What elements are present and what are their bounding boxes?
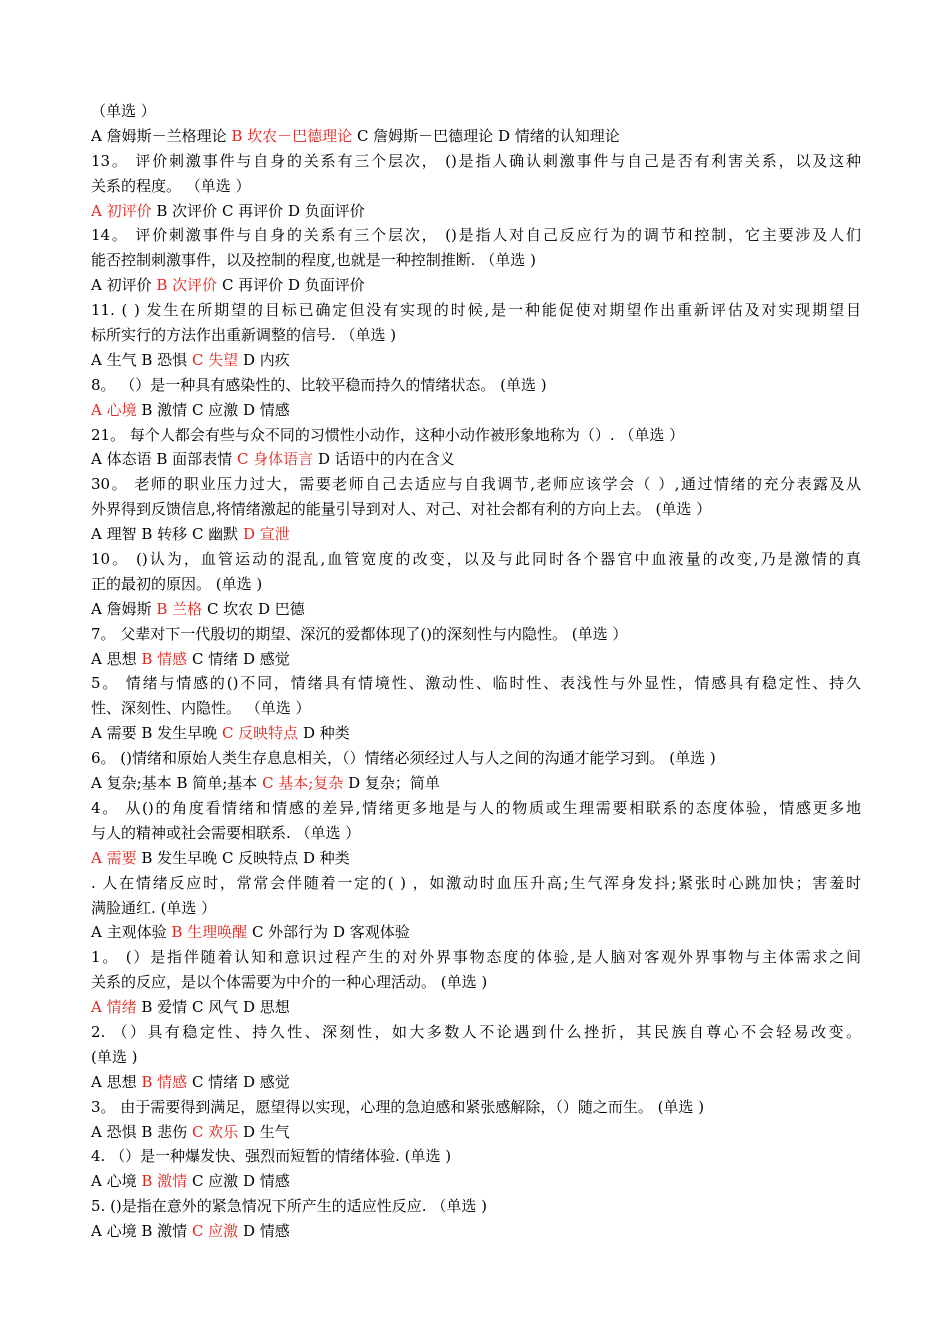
correct-answer-option: B 生理唤醒: [171, 923, 252, 942]
correct-answer-option: D 宣泄: [242, 525, 290, 544]
correct-answer-option: A 需要: [91, 848, 142, 867]
answer-option: A 生气: [91, 350, 142, 369]
answer-option: B 激情: [141, 400, 192, 419]
answer-option: A 思想: [91, 1072, 142, 1091]
question-text-line: 性、深刻性、内隐性。 （单选 ）: [91, 699, 311, 718]
answer-options-line: [91, 647, 861, 672]
correct-answer-option: C 欢乐: [191, 1122, 243, 1141]
answer-option: C 詹姆斯－巴德理论: [356, 126, 498, 145]
correct-answer-option: B 兰格: [156, 599, 207, 618]
answer-options-line: [91, 846, 861, 871]
answer-option: D 种类: [302, 848, 350, 867]
answer-option: B 发生早晚: [141, 724, 222, 743]
answer-option: C 风气: [191, 998, 243, 1017]
question-text-line: 与人的精神或社会需要相联系. （单选 ）: [91, 823, 361, 842]
correct-answer-option: B 激情: [141, 1172, 192, 1191]
answer-option: B 爱情: [141, 998, 192, 1017]
answer-option: A 体态语: [91, 450, 157, 469]
question-text-line: 2. （）具有稳定性、持久性、深刻性，如大多数人不论遇到什么挫折，其民族自尊心不会轻易改变。: [91, 1022, 861, 1041]
answer-option: D 复杂；简单: [348, 774, 440, 793]
question-text-line: 标所实行的方法作出重新调整的信号. （单选 ): [91, 326, 397, 345]
correct-answer-option: A 初评价: [91, 201, 157, 220]
answer-option: C 情绪: [191, 649, 243, 668]
question-text-line: 5. ()是指在意外的紧急情况下所产生的适应性反应. （单选 ): [91, 1197, 487, 1216]
answer-option: A 初评价: [91, 276, 157, 295]
correct-answer-option: C 反映特点: [221, 724, 303, 743]
answer-option: D 情感: [242, 1222, 290, 1241]
correct-answer-option: B 次评价: [156, 276, 222, 295]
answer-option: D 情感: [242, 400, 290, 419]
answer-option: D 感觉: [242, 1072, 290, 1091]
answer-option: A 心境: [91, 1222, 142, 1241]
answer-options-line: [91, 124, 861, 149]
question-text-line: 10。 ()认为，血管运动的混乱,血管宽度的改变，以及与此同时各个器官中血液量的改变,乃是激情的真: [91, 550, 861, 569]
answer-option: D 内疚: [242, 350, 290, 369]
answer-option: B 转移: [141, 525, 192, 544]
question-text-line: 1。 (）是指伴随着认知和意识过程产生的对外界事物态度的体验,是人脑对客观外界事物与主体需求之间: [91, 948, 861, 967]
document-page: [91, 99, 861, 1244]
answer-option: A 恐惧: [91, 1122, 142, 1141]
question-text-line: 能否控制刺激事件，以及控制的程度,也就是一种控制推断. （单选 ): [91, 251, 536, 270]
question-text-line: 正的最初的原因。 (单选 ): [91, 574, 263, 593]
question-text-line: 14。 评价刺激事件与自身的关系有三个层次， ()是指人对自己反应行为的调节和控制，它主要涉及人们: [91, 226, 861, 245]
answer-option: D 负面评价: [287, 201, 365, 220]
answer-option: A 理智: [91, 525, 142, 544]
correct-answer-option: B 坎农－巴德理论: [231, 126, 357, 145]
correct-answer-option: A 心境: [91, 400, 142, 419]
correct-answer-option: C 应激: [191, 1222, 243, 1241]
question-text-line: 30。 老师的职业压力过大，需要老师自己去适应与自我调节,老师应该学会（ ）,通过情绪的充分表露及从: [91, 475, 861, 494]
answer-option: A 詹姆斯－兰格理论: [91, 126, 232, 145]
question-text-line: （单选 ）: [91, 102, 156, 120]
answer-option: D 种类: [302, 724, 350, 743]
correct-answer-option: B 情感: [141, 1072, 192, 1091]
question-text-line: 21。 每个人都会有些与众不同的习惯性小动作，这种小动作被形象地称为（）. （单选 ）: [91, 425, 685, 444]
answer-option: B 激情: [141, 1222, 192, 1241]
question-text-line: 关系的反应，是以个体需要为中介的一种心理活动。 (单选 ): [91, 973, 488, 992]
answer-option: B 面部表情: [156, 450, 237, 469]
answer-option: B 发生早晚: [141, 848, 222, 867]
answer-option: D 客观体验: [332, 923, 410, 942]
answer-option: A 心境: [91, 1172, 142, 1191]
question-text-line: (单选 ): [91, 1047, 138, 1066]
question-text-line: 关系的程度。 （单选 ）: [91, 176, 251, 195]
answer-option: A 需要: [91, 724, 142, 743]
answer-option: C 反映特点: [221, 848, 303, 867]
answer-option: A 主观体验: [91, 923, 172, 942]
correct-answer-option: A 情绪: [91, 998, 142, 1017]
question-text-line: 外界得到反馈信息,将情绪激起的能量引导到对人、对己、对社会都有利的方向上去。 (单选 ）: [91, 500, 712, 519]
question-text-line: 8。 （）是一种具有感染性的、比较平稳而持久的情绪状态。 (单选 ): [91, 375, 547, 394]
answer-options-line: [91, 597, 861, 622]
answer-option: C 幽默: [191, 525, 243, 544]
answer-option: D 话语中的内在含义: [317, 450, 455, 469]
answer-option: D 生气: [242, 1122, 290, 1141]
answer-options-line: [91, 273, 861, 298]
answer-option: A 詹姆斯: [91, 599, 157, 618]
correct-answer-option: C 失望: [191, 350, 243, 369]
answer-option: B 悲伤: [141, 1122, 192, 1141]
answer-option: A 复杂;基本: [91, 774, 177, 793]
correct-answer-option: C 基本;复杂: [262, 774, 349, 793]
answer-option: D 情绪的认知理论: [497, 126, 620, 145]
answer-option: C 应激: [191, 1172, 243, 1191]
answer-option: B 次评价: [156, 201, 222, 220]
question-text-line: 满脸通红. (单选 ）: [91, 898, 217, 917]
answer-options-line: [91, 348, 861, 373]
answer-option: D 情感: [242, 1172, 290, 1191]
answer-options-line: [91, 522, 861, 547]
answer-option: D 负面评价: [287, 276, 365, 295]
answer-option: B 简单;基本: [176, 774, 263, 793]
answer-options-line: [91, 447, 861, 472]
correct-answer-option: B 情感: [141, 649, 192, 668]
answer-option: B 恐惧: [141, 350, 192, 369]
answer-option: D 思想: [242, 998, 290, 1017]
answer-options-line: [91, 199, 861, 224]
answer-options-line: [91, 920, 861, 945]
answer-options-line: [91, 721, 861, 746]
correct-answer-option: C 身体语言: [236, 450, 318, 469]
question-text-line: 6。 ()情绪和原始人类生存息息相关，（）情绪必须经过人与人之间的沟通才能学习到。 (单选 ): [91, 749, 716, 768]
question-text-line: 13。 评价刺激事件与自身的关系有三个层次， ()是指人确认刺激事件与自己是否有利害关系，以及这种: [91, 151, 861, 170]
answer-option: C 再评价: [221, 276, 288, 295]
answer-options-line: [91, 1070, 861, 1095]
answer-options-line: [91, 398, 861, 423]
answer-option: C 应激: [191, 400, 243, 419]
answer-option: C 再评价: [221, 201, 288, 220]
answer-option: D 巴德: [257, 599, 305, 618]
answer-options-line: [91, 1120, 861, 1145]
answer-options-line: [91, 1169, 861, 1194]
answer-option: D 感觉: [242, 649, 290, 668]
question-text-line: . 人在情绪反应时，常常会伴随着一定的( ) ，如激动时血压升高;生气浑身发抖;紧张时心跳加快；害羞时: [91, 873, 861, 892]
question-text-line: 4. （）是一种爆发快、强烈而短暂的情绪体验. (单选 ): [91, 1147, 452, 1166]
question-text-line: 3。 由于需要得到满足，愿望得以实现，心理的急迫感和紧张感解除，（）随之而生。 (单选 ): [91, 1097, 705, 1116]
answer-option: C 外部行为: [251, 923, 333, 942]
answer-options-line: [91, 1219, 861, 1244]
answer-options-line: [91, 771, 861, 796]
answer-option: A 思想: [91, 649, 142, 668]
question-text-line: 5。 情绪与情感的()不同，情绪具有情境性、激动性、临时性、表浅性与外显性，情感具有稳定性、持久: [91, 674, 861, 693]
answer-options-line: [91, 995, 861, 1020]
question-text-line: 7。 父辈对下一代殷切的期望、深沉的爱都体现了()的深刻性与内隐性。 (单选 ）: [91, 624, 628, 643]
question-text-line: 4。 从()的角度看情绪和情感的差异,情绪更多地是与人的物质或生理需要相联系的态度体验，情感更多地: [91, 798, 861, 817]
answer-option: C 情绪: [191, 1072, 243, 1091]
answer-option: C 坎农: [206, 599, 258, 618]
question-text-line: 11. ( ) 发生在所期望的目标已确定但没有实现的时候,是一种能促使对期望作出重新评估及对实现期望目: [91, 301, 861, 320]
